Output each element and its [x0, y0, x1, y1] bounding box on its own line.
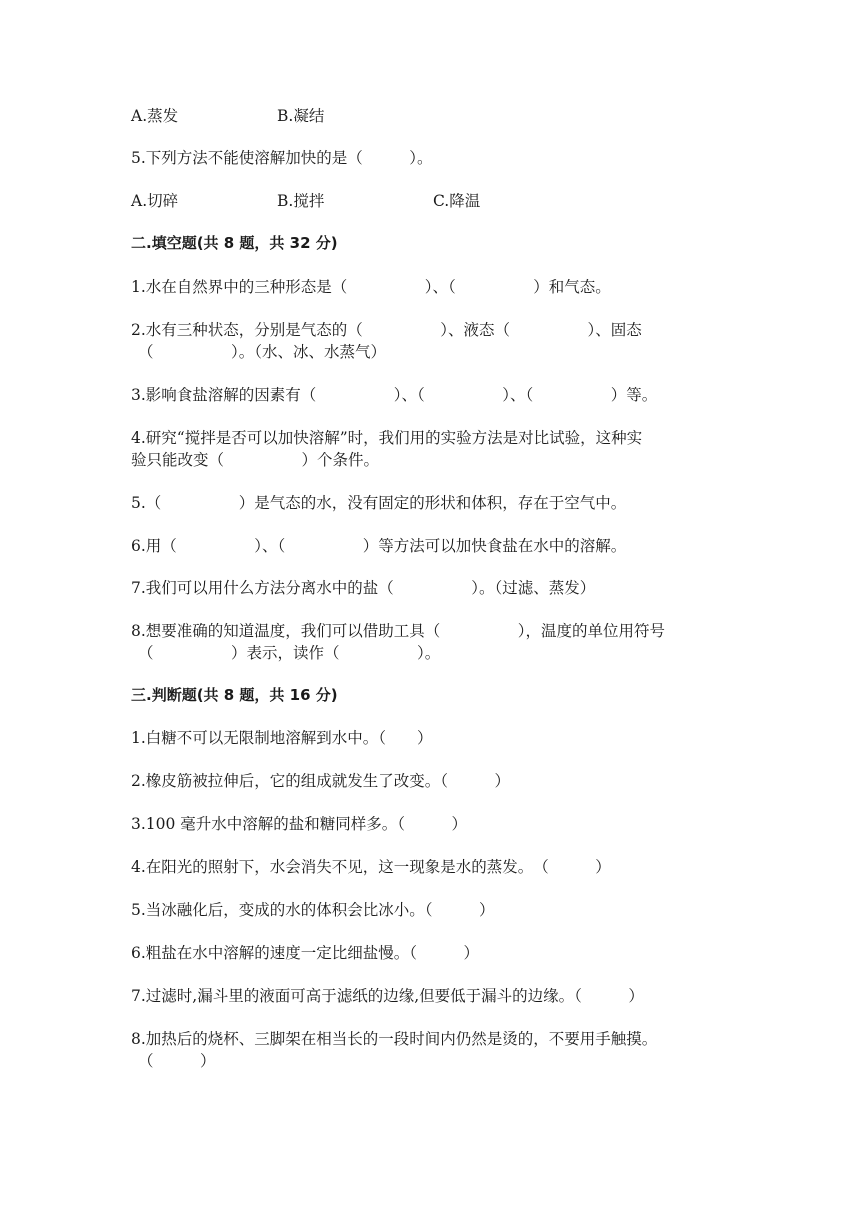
q5-option-c: C.降温	[433, 192, 481, 210]
fill-question-4-line1: 4.研究“搅拌是否可以加快溶解”时，我们用的实验方法是对比试验，这种实	[131, 429, 643, 447]
judge-question-7: 7.过滤时,漏斗里的液面可高于滤纸的边缘,但要低于漏斗的边缘。（ ）	[131, 987, 644, 1005]
fill-question-2-line1: 2.水有三种状态，分别是气态的（ ）、液态（ ）、固态	[131, 321, 642, 339]
fill-question-1: 1.水在自然界中的三种形态是（ ）、（ ）和气态。	[131, 278, 611, 296]
q5-option-a: A.切碎	[131, 192, 179, 210]
option-a-evaporation: A.蒸发	[131, 107, 179, 125]
fill-question-3: 3.影响食盐溶解的因素有（ ）、（ ）、（ ）等。	[131, 386, 658, 404]
judge-question-8-line1: 8.加热后的烧杯、三脚架在相当长的一段时间内仍然是烫的，不要用手触摸。	[131, 1030, 658, 1048]
fill-question-8-line1: 8.想要准确的知道温度，我们可以借助工具（ ），温度的单位用符号	[131, 622, 666, 640]
judge-question-4: 4.在阳光的照射下，水会消失不见，这一现象是水的蒸发。 （ ）	[131, 858, 611, 876]
judge-question-3: 3.100 毫升水中溶解的盐和糖同样多。（ ）	[131, 815, 468, 833]
fill-question-7: 7.我们可以用什么方法分离水中的盐（ ）。（过滤、蒸发）	[131, 579, 596, 597]
section-3-heading: 三.判断题(共 8 题，共 16 分)	[131, 686, 338, 704]
section-2-heading: 二.填空题(共 8 题，共 32 分)	[131, 234, 338, 252]
option-b-condensation: B.凝结	[277, 107, 325, 125]
judge-question-8-line2: （ ）	[138, 1052, 216, 1070]
fill-question-4-line2: 验只能改变（ ）个条件。	[131, 451, 380, 469]
fill-question-6: 6.用（ ）、（ ）等方法可以加快食盐在水中的溶解。	[131, 537, 627, 555]
judge-question-5: 5.当冰融化后，变成的水的体积会比冰小。（ ）	[131, 901, 495, 919]
fill-question-8-line2: （ ）表示，读作（ ）。	[138, 644, 441, 662]
q5-option-b: B.搅拌	[277, 192, 325, 210]
fill-question-5: 5.（ ）是气态的水，没有固定的形状和体积，存在于空气中。	[131, 494, 627, 512]
judge-question-6: 6.粗盐在水中溶解的速度一定比细盐慢。（ ）	[131, 944, 480, 962]
judge-question-2: 2.橡皮筋被拉伸后，它的组成就发生了改变。（ ）	[131, 772, 511, 790]
question-5-stem: 5.下列方法不能使溶解加快的是（ ）。	[131, 149, 433, 167]
judge-question-1: 1.白糖不可以无限制地溶解到水中。（ ）	[131, 729, 433, 747]
fill-question-2-line2: （ ）。（水、冰、水蒸气）	[138, 343, 387, 361]
